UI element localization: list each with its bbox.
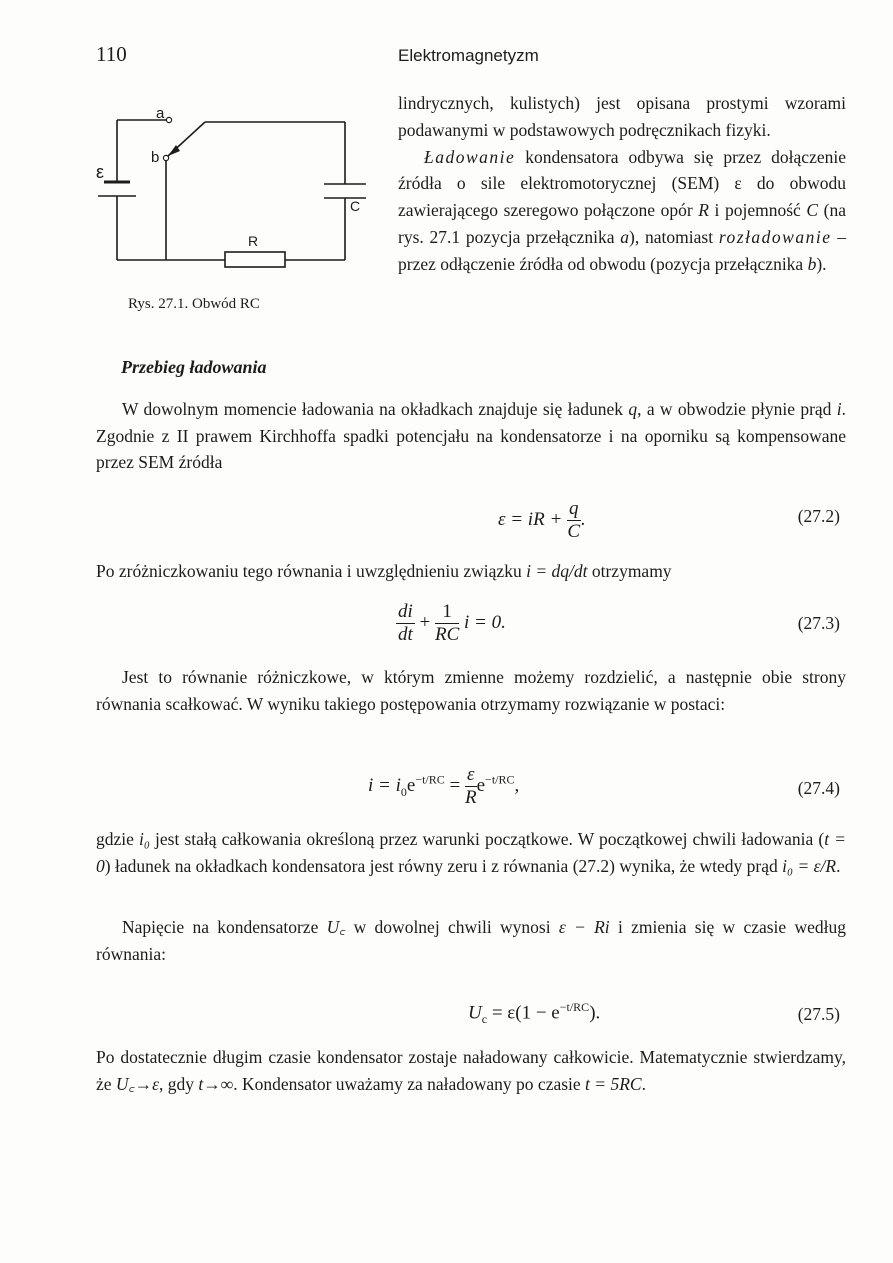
- label-b: b: [151, 149, 160, 166]
- paragraph: Po dostatecznie długim czasie kondensator zostaje naładowany całkowicie. Matematycznie stwierdzamy, że U꜀→ε, gdy t→∞. Kondensator uważamy za naładowany po czasie t = 5RC.: [96, 1047, 846, 1094]
- label-a: a: [156, 105, 165, 122]
- paragraph: Ładowanie kondensatora odbywa się przez dołączenie źródła o sile elektromotorycznej (SEM) ε do obwodu zawierającego szeregowo połączone opór R i pojemność C (na rys. 27.1 pozycja przełącznika a), natomiast rozładowanie – przez odłączenie źródła od obwodu (pozycja przełącznika b).: [398, 146, 847, 274]
- equation-27-4: $i = i_0e^{-t/RC}$ = $\frac{\varepsilon}{R}$ $e^{-t/RC}$, (27.4): [368, 764, 840, 808]
- running-title: Elektromagnetyzm: [398, 46, 539, 65]
- equation-number: (27.4): [797, 778, 840, 798]
- contact-b: [163, 155, 168, 160]
- label-r: R: [248, 233, 259, 249]
- figure-caption: Rys. 27.1. Obwód RC: [128, 296, 260, 312]
- equation-27-5: $U_c = \varepsilon(1 - e^{-t/RC})$. (27.5): [468, 1000, 840, 1027]
- paragraph: Napięcie na kondensatorze U꜀ w dowolnej chwili wynosi ε − Ri i zmienia się w czasie według równania:: [96, 917, 846, 964]
- equation-27-3: $\frac{di}{dt}$ + $\frac{1}{RC}$ i = 0. (27.3): [398, 601, 840, 645]
- equation-number: (27.2): [797, 506, 840, 526]
- contact-a: [166, 117, 171, 122]
- equation-number: (27.3): [797, 613, 840, 633]
- section-heading: Przebieg ładowania: [121, 357, 267, 377]
- paragraph: lindrycznych, kulistych) jest opisana prostymi wzorami podawanymi w podstawowych podręcznikach fizyki.: [398, 93, 846, 140]
- equation-number: (27.5): [797, 1004, 840, 1024]
- paragraph: W dowolnym momencie ładowania na okładkach znajduje się ładunek q, a w obwodzie płynie prąd i. Zgodnie z II prawem Kirchhoffa spadki potencjału na kondensatorze i na oporniku są kompensowane przez SEM źródła: [96, 399, 846, 473]
- paragraph: Jest to równanie różniczkowe, w którym zmienne możemy rozdzielić, a następnie obie strony równania scałkować. W wyniku takiego postępowania otrzymamy rozwiązanie w postaci:: [96, 667, 846, 714]
- page-number: 110: [96, 42, 127, 66]
- label-c: C: [350, 198, 361, 214]
- paragraph: gdzie i₀ jest stałą całkowania określoną przez warunki początkowe. W początkowej chwili ładowania (t = 0) ładunek na okładkach kondensatora jest równy zeru i z równania (27.2) wynika, że wtedy prąd i₀ = ε/R.: [96, 829, 846, 876]
- right-column-text: [398, 90, 846, 278]
- label-emf: ε: [96, 162, 105, 182]
- rc-circuit-figure: [96, 100, 366, 280]
- equation-27-2: ε = iR + $\frac{q}{C}$ . (27.2): [498, 498, 840, 542]
- paragraph: Po zróżniczkowaniu tego równania i uwzględnieniu związku i = dq/dt otrzymamy: [96, 561, 672, 581]
